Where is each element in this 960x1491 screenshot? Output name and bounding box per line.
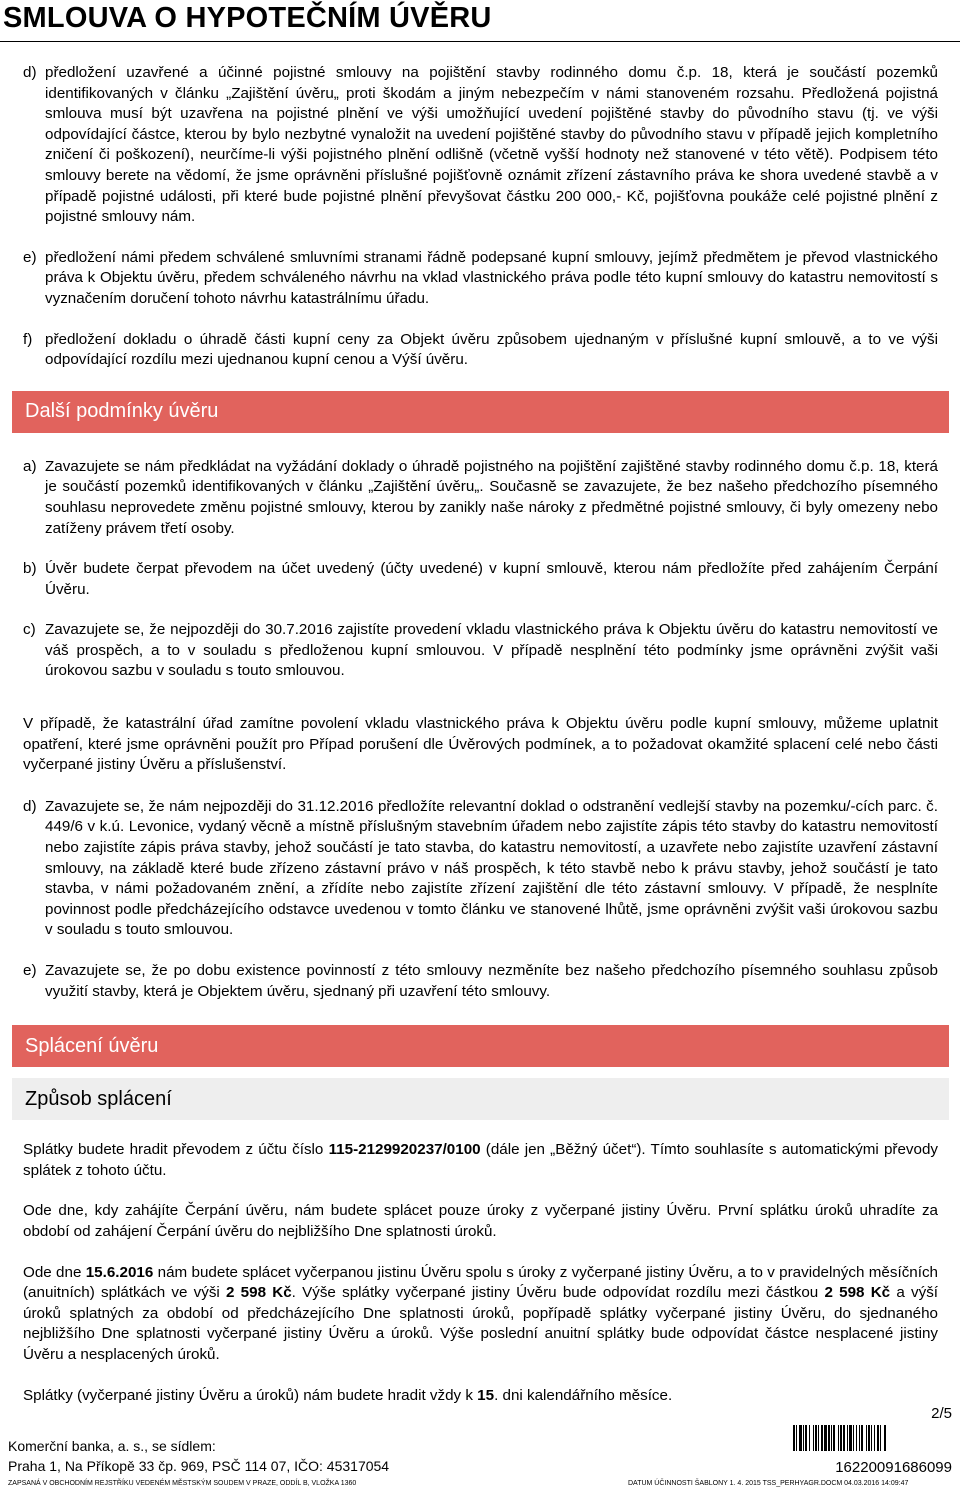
list-item-letter: d) (23, 64, 37, 81)
list-item-text (45, 559, 938, 600)
intro-items (23, 63, 938, 371)
list-item (23, 248, 938, 310)
text: a výší úroků splatných za období od předcházejícího Dne splatnosti úroků, popřípadě splátky vyčerpané jistiny Úvěru, do sjednaného nejbližšího Dne splatnosti vyčerpané jistiny Úvěru a úroků. Výše poslední anuitní splátky bude odpovídat částce nesplacené jistiny Úvěru a nesplacených úroků. (23, 1284, 939, 1363)
list-item (23, 457, 938, 539)
list-item-text (45, 620, 938, 682)
barcode-bar (886, 1425, 887, 1451)
subsection-header-zpusob-splaceni (12, 1078, 949, 1120)
text: (dále jen „Běžný účet“). Tímto souhlasíte s automatickými převody splátek z tohoto účtu. (23, 1141, 938, 1179)
bold-text: 2 598 Kč (226, 1284, 292, 1302)
barcode-icon (793, 1425, 953, 1451)
text: předložení dokladu o úhradě části kupní ceny za Objekt úvěru způsobem ujednaným v příslušné kupní smlouvě, a to ve výši odpovídající rozdílu mezi ujednanou kupní cenou a Výší úvěru. (45, 330, 938, 369)
list-item-text (45, 330, 938, 371)
bank-address: Praha 1, Na Příkopě 33 čp. 969, PSČ 114 07, IČO: 45317054 (8, 1458, 390, 1474)
list-item (23, 63, 938, 228)
list-item-text (45, 961, 938, 1002)
text: . dni kalendářního měsíce. (494, 1386, 673, 1404)
dalsi-items (23, 457, 938, 682)
bank-line: Komerční banka, a. s., se sídlem: (8, 1438, 216, 1454)
bold-text: 115-2129920237/0100 (328, 1141, 481, 1159)
splaceni-paragraph (23, 1201, 938, 1242)
list-item-letter: e) (23, 962, 37, 979)
text: . Výše splátky vyčerpané jistiny Úvěru bude odpovídat rozdílu mezi částkou (291, 1284, 825, 1302)
dalsi-items-2 (23, 797, 938, 1002)
text: Zavazujete se, že nám nejpozději do 31.12.2016 předložíte relevantní doklad o odstranění vedlejší stavby na pozemku/-cích parc. č. 449/6 v k.ú. Levonice, vydaný věcně a místně příslušným stavebním úřadem nebo zajistíte zápis této stavby do katastru nemovitostí nebo zajistíte zápis práva stavby, jehož součástí je tato stavba, do katastru nemovitostí, a uzavřete nebo zajistíte uzavření zástavní smlouvy, na základě které bude zřízeno zástavní právo v náš prospěch, k této stavbě nebo k právu stavby, jehož součástí je tato stavba, v námi požadovaném znění, a zřídíte nebo zajistíte zřízení zajištění dle této zástavní smlouvy. V případě, že nesplníte povinnost podle předcházejícího odstavce uvedenou v tomto článku ve stanovené lhůtě, jsme oprávněni zvýšit vaši úrokovou sazbu v souladu s touto smlouvou. (45, 797, 938, 939)
list-item-text (45, 457, 938, 539)
template-validity: DATUM ÚČINNOSTI ŠABLONY 1. 4. 2015 TSS_PERHYAGR.DOCM 04.03.2016 14:09:47 (628, 1480, 909, 1487)
list-item-letter: f) (23, 330, 33, 348)
splaceni-paragraphs (23, 1140, 938, 1406)
list-item-letter: c) (23, 621, 36, 639)
continuation-paragraph: V případě, že katastrální úřad zamítne povolení vkladu vlastnického práva k Objektu úvěru podle kupní smlouvy, můžeme uplatnit opatření, které jsme oprávněni použít pro Případ porušení dle Úvěrových podmínek, a to požadovat okamžité splacení celé nebo části vyčerpané jistiny Úvěru a příslušenství. (23, 715, 938, 774)
section-title: Další podmínky úvěru (25, 400, 219, 423)
section-header-dalsi-podminky (12, 391, 949, 433)
bold-text: 2 598 Kč (824, 1284, 891, 1302)
text: Zavazujete se, že nejpozději do 30.7.2016 zajistíte provedení vkladu vlastnického práva k Objektu úvěru do katastru nemovitostí ve váš prospěch, a to v souladu s předloženou kupní smlouvou. V případě nesplnění této podmínky jsme oprávněni zvýšit vaši úrokovou sazbu v souladu s touto smlouvou. (45, 621, 938, 680)
document-number: 16220091686099 (835, 1459, 952, 1476)
text: Splátky budete hradit převodem z účtu číslo (23, 1141, 329, 1159)
list-item (23, 330, 938, 371)
bold-text: 15.6.2016 (85, 1263, 154, 1281)
document-content (23, 63, 938, 1406)
list-item (23, 620, 938, 682)
section-header-splaceni (12, 1025, 949, 1067)
text: Zavazujete se, že po dobu existence povinností z této smlouvy nezměníte bez našeho předchozího písemného souhlasu způsob využití stavby, která je Objektem úvěru, sjednaný při uzavření této smlouvy. (45, 962, 938, 1000)
text: Ode dne (23, 1263, 86, 1281)
list-item (23, 559, 938, 600)
splaceni-paragraph (23, 1386, 938, 1407)
list-item-letter: e) (23, 248, 37, 266)
list-item-text (45, 248, 938, 310)
text: předložení uzavřené a účinné pojistné smlouvy na pojištění stavby rodinného domu č.p. 18, která je součástí pozemků identifikovaných v článku „Zajištění úvěru„ proti škodám a jiným nebezpečím v námi stanoveném rozsahu. Předložená pojistná smlouva musí být uzavřena na pojistné plnění ve výši umožňující uvedení pojištěné stavby do původního stavu (tj. ve výši odpovídající částce, kterou by bylo nezbytné vynaložit na uvedení pojištěné stavby do původního stavu v případě jejich kompletního zničení či poškození), neurčíme-li výši pojistného plnění odlišně (včetně vyšší hodnoty než stanovené v této větě). Podpisem této smlouvy berete na vědomí, že jsme oprávněni příslušné pojišťovně oznámit zřízení zástavního práva ke shora uvedené stavbě a v případě pojistné události, při které bude pojistné plnění převyšovat částku 200 000,- Kč, pojišťovna poukáže celé pojistné plnění z pojistné smlouvy nám. (45, 64, 938, 226)
splaceni-paragraph (23, 1140, 938, 1181)
list-item-letter: d) (23, 797, 37, 815)
text: Ode dne, kdy zahájíte Čerpání úvěru, nám budete splácet pouze úroky z vyčerpané jistiny Úvěru. První splátku úroků uhradíte za období od zahájení Čerpání úvěru do nejbližšího Dne splatnosti úroků. (23, 1202, 938, 1240)
text: Splátky (vyčerpané jistiny Úvěru a úroků) nám budete hradit vždy k (23, 1386, 478, 1404)
text: Úvěr budete čerpat převodem na účet uvedený (účty uvedené) v kupní smlouvě, kterou nám předložíte před zahájením Čerpání Úvěru. (45, 560, 938, 598)
list-item-letter: a) (23, 457, 37, 475)
list-item (23, 797, 938, 941)
title-divider (0, 41, 960, 42)
splaceni-paragraph (23, 1263, 938, 1366)
registry-line: ZAPSANÁ V OBCHODNÍM REJSTŘÍKU VEDENÉM MĚSTSKÝM SOUDEM V PRAZE, ODDÍL B, VLOŽKA 1360 (8, 1480, 357, 1487)
list-item (23, 961, 938, 1002)
text: Zavazujete se nám předkládat na vyžádání doklady o úhradě pojistného na pojištění zajištěné stavby rodinného domu č.p. 18, která je součástí pozemků identifikovaných v článku „Zajištění úvěru„. Současně se zavazujete, že bez našeho předchozího písemného souhlasu neprovedete změnu pojistné smlouvy, kterou by zanikly naše nároky z předmětné pojistné smlouvy, či byly omezeny nebo zatíženy právem třetí osoby. (45, 457, 938, 537)
list-item-text (45, 797, 938, 941)
page-title: SMLOUVA O HYPOTEČNÍM ÚVĚRU (3, 2, 492, 34)
list-item-letter: b) (23, 560, 37, 578)
text: předložení námi předem schválené smluvními stranami řádně podepsané kupní smlouvy, jejímž předmětem je převod vlastnického práva k Objektu úvěru, předem schváleného návrhu na vklad vlastnického práva podle této kupní smlouvy do katastru nemovitostí s vyznačením doručení tohoto návrhu katastrálnímu úřadu. (45, 248, 938, 307)
list-item-text (45, 63, 938, 228)
page-number: 2/5 (931, 1405, 952, 1422)
text: nám budete splácet vyčerpanou jistinu Úvěru spolu s úroky z vyčerpané jistiny Úvěru, a to v pravidelných měsíčních (anuitních) splátkách ve výši (23, 1263, 938, 1302)
bold-text: 15 (477, 1386, 495, 1404)
subsection-title: Způsob splácení (25, 1087, 172, 1110)
section-title: Splácení úvěru (25, 1034, 159, 1057)
